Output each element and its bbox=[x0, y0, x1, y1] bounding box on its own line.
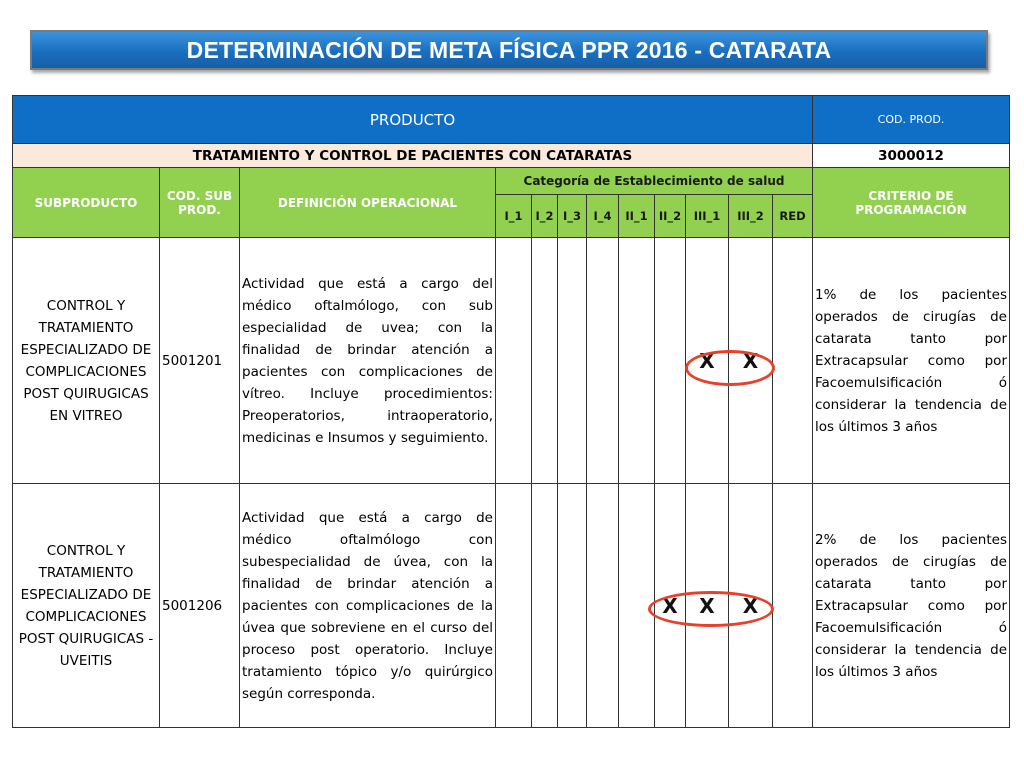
category-header: III_2 bbox=[729, 195, 773, 238]
category-mark bbox=[773, 484, 813, 728]
definicion-cell: Actividad que está a cargo del médico oftalmólogo, con sub especialidad de uvea; con la finalidad de brindar atención a pacientes con complicaciones de vítreo. Incluye procedimientos: Preoperatorios, intraoperatorio, medicinas e Insumos y seguimiento. bbox=[240, 238, 496, 484]
cod-sub-prod-header: COD. SUB PROD. bbox=[160, 168, 240, 238]
category-mark bbox=[587, 484, 619, 728]
product-code: 3000012 bbox=[813, 144, 1010, 168]
category-header: II_1 bbox=[619, 195, 655, 238]
category-header: I_2 bbox=[532, 195, 558, 238]
category-header: RED bbox=[773, 195, 813, 238]
category-header: III_1 bbox=[686, 195, 729, 238]
category-mark: X bbox=[655, 484, 686, 728]
criterio-cell: 1% de los pacientes operados de cirugías de catarata tanto por Extracapsular como por Facoemulsificación ó considerar la tendencia de los últimos 3 años bbox=[813, 238, 1010, 484]
category-mark: X bbox=[686, 238, 729, 484]
meta-table bbox=[12, 95, 1010, 728]
category-mark: X bbox=[729, 484, 773, 728]
category-mark bbox=[532, 238, 558, 484]
table-row bbox=[13, 484, 1010, 728]
category-mark bbox=[532, 484, 558, 728]
category-mark bbox=[619, 484, 655, 728]
category-mark bbox=[773, 238, 813, 484]
category-mark: X bbox=[729, 238, 773, 484]
column-header-row bbox=[13, 168, 1010, 195]
cod-prod-header: COD. PROD. bbox=[813, 96, 1010, 144]
page-title-banner bbox=[30, 30, 988, 70]
criterio-cell: 2% de los pacientes operados de cirugías de catarata tanto por Extracapsular como por Facoemulsificación ó considerar la tendencia de los últimos 3 años bbox=[813, 484, 1010, 728]
category-mark bbox=[496, 238, 532, 484]
categoria-header: Categoría de Establecimiento de salud bbox=[496, 168, 813, 195]
producto-header: PRODUCTO bbox=[13, 96, 813, 144]
product-name: TRATAMIENTO Y CONTROL DE PACIENTES CON CATARATAS bbox=[13, 144, 813, 168]
category-header: I_3 bbox=[558, 195, 587, 238]
sub-code-cell: 5001206 bbox=[160, 484, 240, 728]
category-mark bbox=[496, 484, 532, 728]
category-mark bbox=[587, 238, 619, 484]
category-mark: X bbox=[686, 484, 729, 728]
category-mark bbox=[619, 238, 655, 484]
subproducto-header: SUBPRODUCTO bbox=[13, 168, 160, 238]
table-row bbox=[13, 238, 1010, 484]
category-mark bbox=[558, 238, 587, 484]
category-header: II_2 bbox=[655, 195, 686, 238]
category-mark bbox=[655, 238, 686, 484]
page-title: DETERMINACIÓN DE META FÍSICA PPR 2016 - CATARATA bbox=[186, 36, 832, 63]
product-row bbox=[13, 144, 1010, 168]
category-header: I_4 bbox=[587, 195, 619, 238]
definicion-cell: Actividad que está a cargo de médico oftalmólogo con subespecialidad de úvea, con la finalidad de brindar atención a pacientes con complicaciones de la úvea que sobreviene en el curso del proceso post operatorio. Incluye tratamiento tópico y/o quirúrgico según corresponda. bbox=[240, 484, 496, 728]
definicion-header: DEFINICIÓN OPERACIONAL bbox=[240, 168, 496, 238]
category-mark bbox=[558, 484, 587, 728]
subproducto-cell: CONTROL Y TRATAMIENTO ESPECIALIZADO DE COMPLICACIONES POST QUIRUGICAS - UVEITIS bbox=[13, 484, 160, 728]
category-header: I_1 bbox=[496, 195, 532, 238]
sub-code-cell: 5001201 bbox=[160, 238, 240, 484]
criterio-header: CRITERIO DE PROGRAMACIÓN bbox=[813, 168, 1010, 238]
subproducto-cell: CONTROL Y TRATAMIENTO ESPECIALIZADO DE COMPLICACIONES POST QUIRUGICAS EN VITREO bbox=[13, 238, 160, 484]
header-row bbox=[13, 96, 1010, 144]
